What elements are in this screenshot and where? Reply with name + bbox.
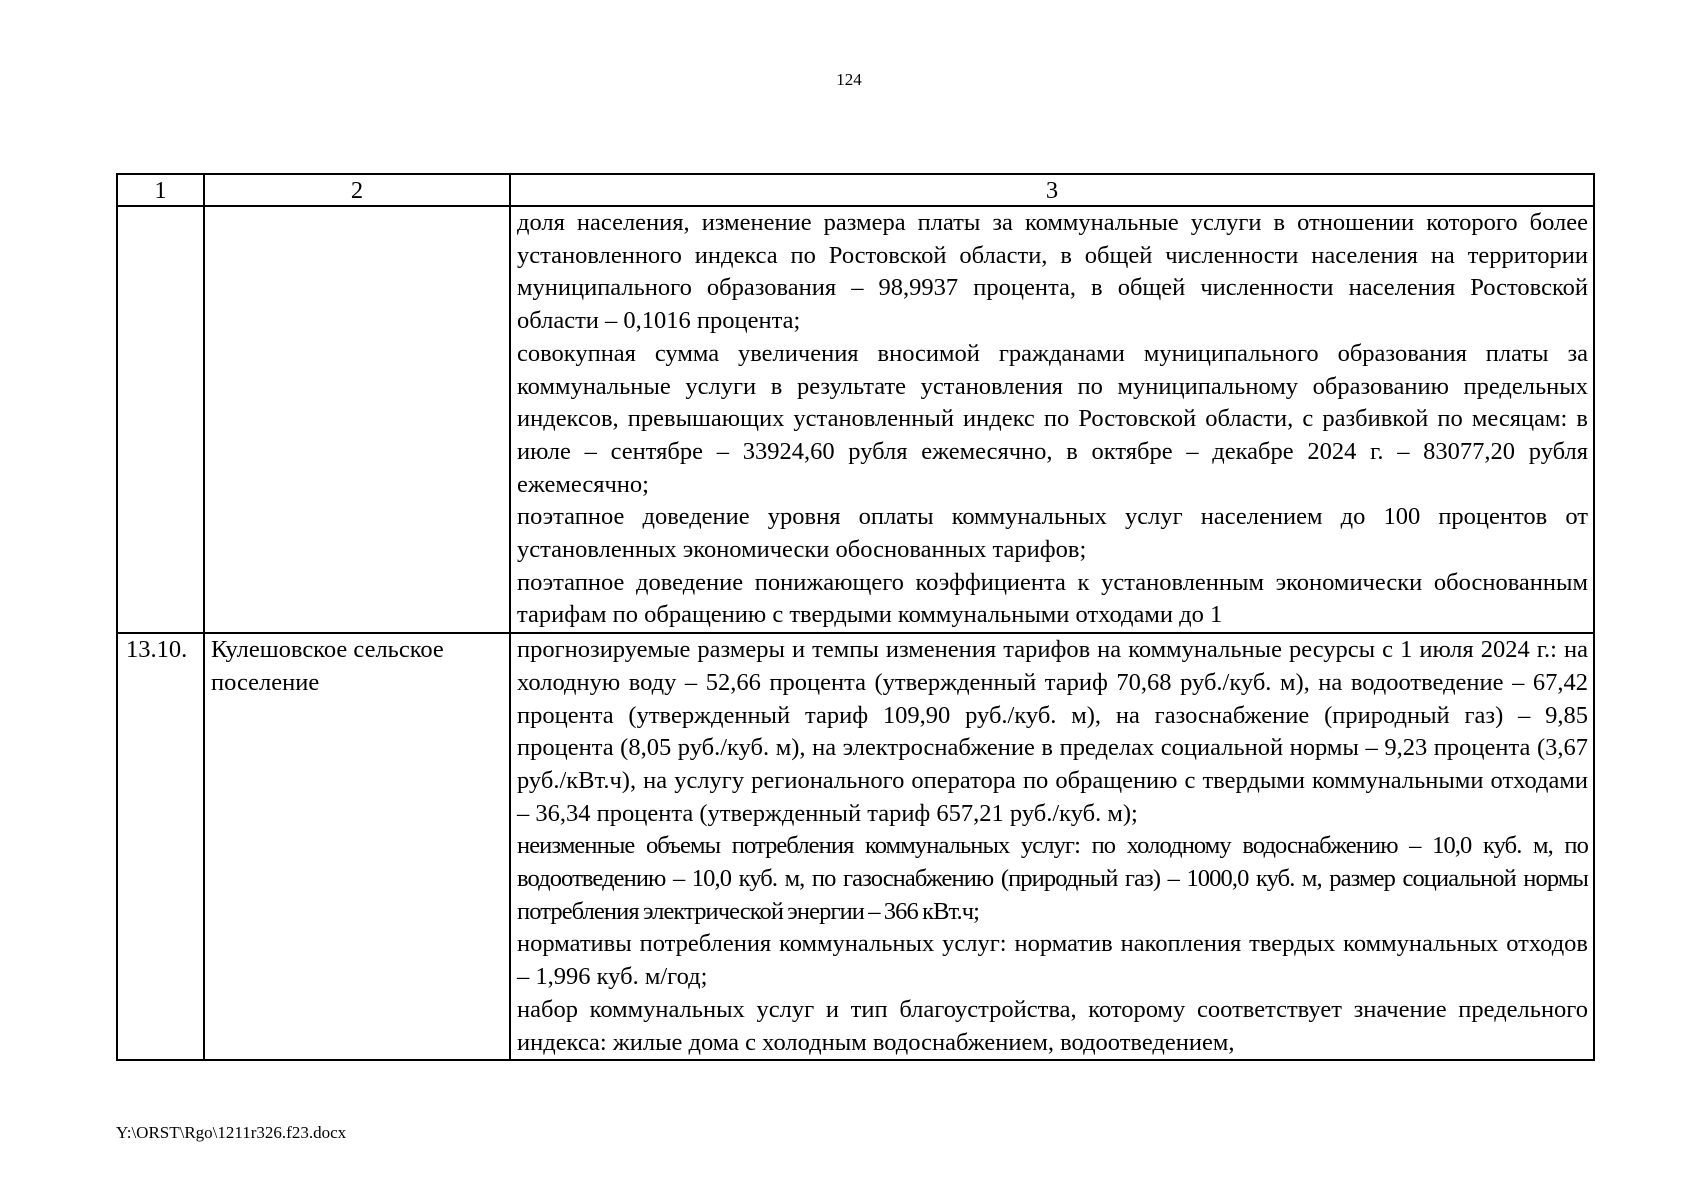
table-row xyxy=(117,206,1594,633)
indicators-cell xyxy=(510,633,1594,1060)
paragraph: поэтапное доведение понижающего коэффициента к установленным экономически обоснованным тарифам по обращению с твердыми коммунальными отходами до 1 xyxy=(517,568,1588,629)
table-row xyxy=(117,633,1594,1060)
footer-file-path: Y:\ORST\Rgo\1211r326.f23.docx xyxy=(116,1123,347,1142)
paragraph: неизменные объемы потребления коммунальных услуг: по холодному водоснабжению – 10,0 куб. м, по водоотведению – 10,0 куб. м, по газоснабжению (природный газ) – 1000,0 куб. м, размер социальной нормы потребления электрической энергии – 366 кВт.ч; xyxy=(517,832,1588,925)
paragraph: прогнозируемые размеры и темпы изменения тарифов на коммунальные ресурсы с 1 июля 2024 г.: на холодную воду – 52,66 процента (утвержденный тариф 70,68 руб./куб. м), на водоотведение – 67,42 процента (утвержденный тариф 109,90 руб./куб. м), на газоснабжение (природный газ) – 9,85 процента (8,05 руб./куб. м), на электроснабжение в пределах социальной нормы – 9,23 процента (3,67 руб./кВт.ч), на услугу регионального оператора по обращению с твердыми коммунальными отходами – 36,34 процента (утвержденный тариф 657,21 руб./куб. м); xyxy=(517,636,1588,827)
municipality-name-cell: Кулешовское сельское поселение xyxy=(204,633,510,1060)
paragraph: нормативы потребления коммунальных услуг: норматив накопления твердых коммунальных отходов – 1,996 куб. м/год; xyxy=(517,930,1588,991)
municipality-name-cell xyxy=(204,206,510,633)
column-header-1: 1 xyxy=(117,174,204,206)
paragraph: поэтапное доведение уровня оплаты коммунальных услуг населением до 100 процентов от установленных экономически обоснованных тарифов; xyxy=(517,503,1588,564)
column-header-2: 2 xyxy=(204,174,510,206)
row-number-cell: 13.10. xyxy=(117,633,204,1060)
indicators-cell xyxy=(510,206,1594,633)
row-number-cell xyxy=(117,206,204,633)
paragraph: доля населения, изменение размера платы за коммунальные услуги в отношении которого более установленного индекса по Ростовской области, в общей численности населения на территории муниципального образования – 98,9937 процента, в общей численности населения Ростовской области – 0,1016 процента; xyxy=(517,209,1588,335)
paragraph: совокупная сумма увеличения вносимой гражданами муниципального образования платы за коммунальные услуги в результате установления по муниципальному образованию предельных индексов, превышающих установленный индекс по Ростовской области, с разбивкой по месяцам: в июле – сентябре – 33924,60 рубля ежемесячно, в октябре – декабре 2024 г. – 83077,20 рубля ежемесячно; xyxy=(517,339,1588,498)
document-table xyxy=(116,173,1595,1061)
table-header-row xyxy=(117,174,1594,206)
column-header-3: 3 xyxy=(510,174,1594,206)
page-number: 124 xyxy=(836,70,862,89)
paragraph: набор коммунальных услуг и тип благоустройства, которому соответствует значение предельного индекса: жилые дома с холодным водоснабжением, водоотведением, xyxy=(517,995,1588,1056)
